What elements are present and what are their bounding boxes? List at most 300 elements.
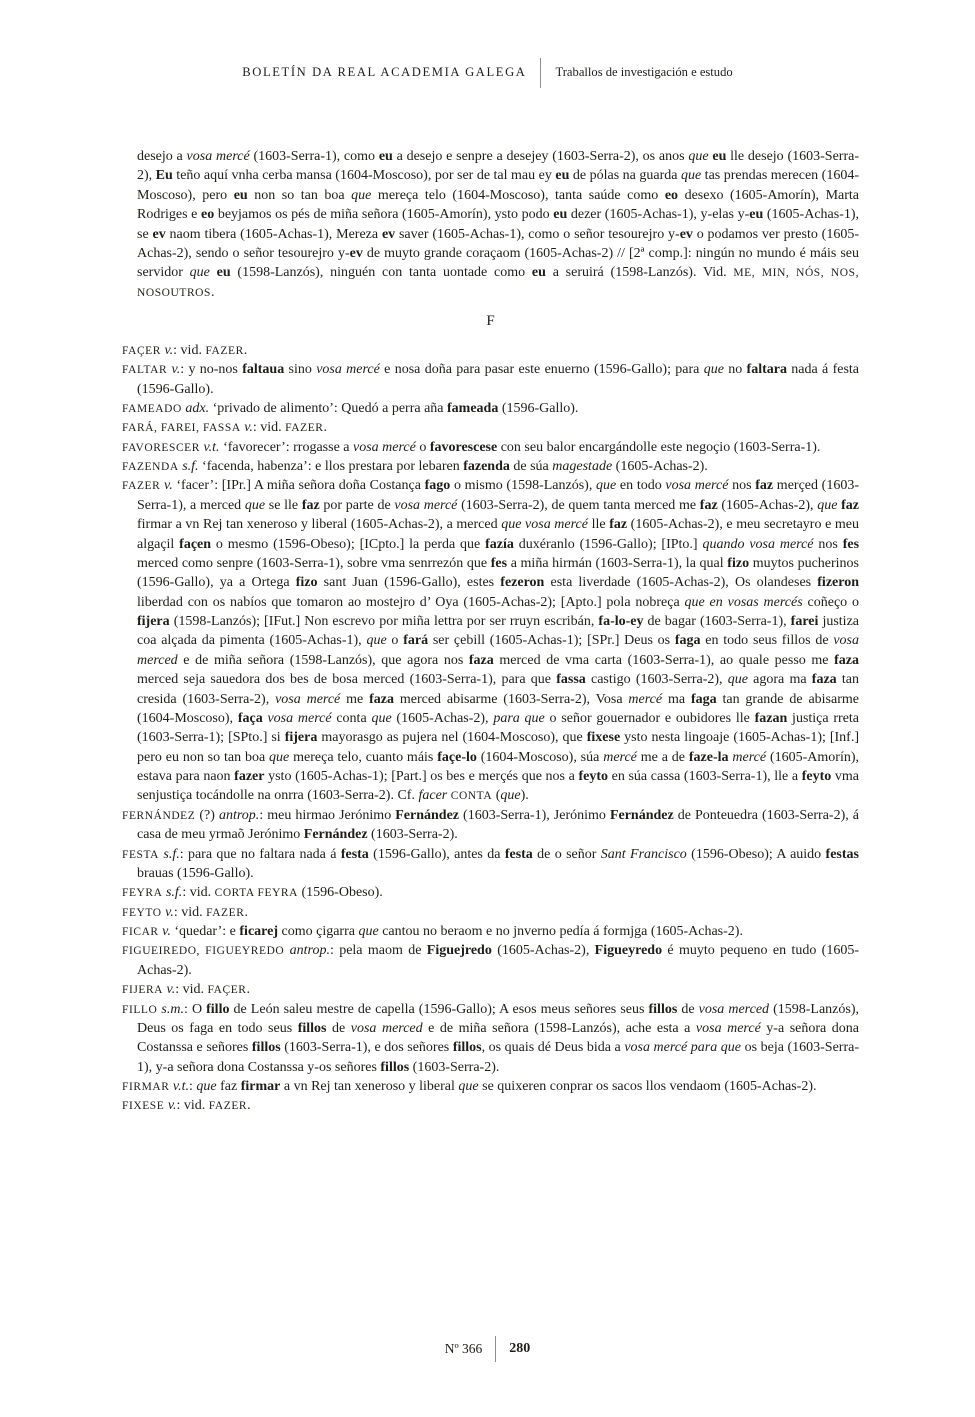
- text-segment: ev: [152, 226, 166, 242]
- page-header: [0, 58, 975, 88]
- text-segment: que: [366, 633, 387, 649]
- text-segment: (1605-Achas-2),: [491, 943, 595, 959]
- text-segment: FALTAR: [122, 364, 168, 377]
- text-segment: (1596-Gallo).: [498, 400, 579, 416]
- text-segment: firmar a vn Rej tan xeneroso y liberal (1605-Achas-2), a merced: [137, 517, 502, 533]
- text-segment: FARÁ, FAREI, FASSA: [122, 422, 241, 435]
- text-segment: ser çebill (1605-Achas-1); [SPr.] Deus os: [428, 633, 675, 649]
- text-segment: faltara: [746, 362, 787, 378]
- text-segment: que: [727, 672, 748, 688]
- text-segment: no: [723, 362, 747, 378]
- text-segment: v.: [160, 342, 174, 358]
- text-segment: : para que no faltara nada á: [179, 846, 341, 862]
- text-segment: v.t.: [169, 1079, 189, 1095]
- journal-title: BOLETÍN DA REAL ACADEMIA GALEGA: [242, 65, 527, 80]
- text-segment: merced abisarme (1603-Serra-2), Vosa: [393, 691, 629, 707]
- text-segment: vosa mercé: [695, 1020, 761, 1036]
- text-segment: FAZER: [205, 344, 244, 357]
- text-segment: vosa mercé: [186, 149, 250, 164]
- text-segment: fa-lo-ey: [598, 614, 644, 630]
- text-segment: justiza coa alçada da pimenta (1605-Achas-1),: [137, 614, 859, 649]
- text-segment: tan cresida (1603-Serra-2),: [137, 672, 860, 707]
- text-segment: ysto nesta lingoaje (1605-Achas-1); [Inf.] pero eu non so tan boa: [137, 730, 860, 765]
- text-segment: que: [189, 265, 210, 281]
- text-segment: se lle: [265, 497, 302, 513]
- text-segment: fillos: [297, 1020, 327, 1036]
- text-segment: FESTA: [122, 848, 160, 861]
- text-segment: (1605-Amorín), estava para naon: [137, 749, 859, 785]
- text-segment: que vosa mercé: [501, 517, 588, 533]
- text-segment: fago: [424, 478, 451, 494]
- text-segment: de: [326, 1020, 351, 1036]
- text-segment: (1603-Serra-2).: [367, 827, 458, 843]
- text-segment: a seruirá (1598-Lanzós). Vid.: [545, 265, 734, 281]
- text-segment: me a de: [636, 749, 689, 765]
- text-segment: FAVORESCER: [122, 441, 200, 454]
- text-segment: façen: [179, 536, 212, 552]
- text-segment: (1603-Serra-2), de quem tanta merced me: [457, 497, 700, 513]
- text-segment: v.: [167, 362, 181, 378]
- text-segment: .: [243, 342, 248, 358]
- text-segment: .: [323, 420, 327, 436]
- text-segment: vosa mercé: [665, 478, 729, 494]
- dictionary-entry: [122, 1077, 859, 1096]
- text-segment: : y no-nos: [180, 362, 243, 378]
- text-segment: (?): [195, 807, 219, 823]
- text-segment: ‘facer’: [IPr.] A miña señora doña Costança: [172, 478, 425, 494]
- text-segment: (1603-Serra-1), e dos señores: [280, 1040, 453, 1056]
- dictionary-entry: [122, 980, 859, 999]
- text-segment: eu: [233, 187, 248, 203]
- text-segment: me: [340, 691, 370, 707]
- text-segment: FAZER: [206, 906, 245, 919]
- text-segment: en todo seus fillos de: [700, 633, 834, 649]
- text-segment: vosa merced: [350, 1020, 423, 1036]
- text-segment: vosa mercé: [394, 497, 458, 513]
- text-segment: fixese: [586, 730, 621, 746]
- section-letter: F: [486, 313, 495, 329]
- text-segment: .: [244, 904, 248, 920]
- text-segment: ).: [520, 788, 529, 804]
- text-segment: FAMEADO: [122, 402, 182, 415]
- text-segment: (1603-Serra-1), como: [249, 149, 379, 164]
- text-segment: castigo (1603-Serra-2),: [585, 672, 728, 688]
- text-segment: agora ma: [747, 672, 812, 688]
- text-segment: vosa mercé: [353, 439, 416, 455]
- text-segment: que: [358, 924, 379, 940]
- text-segment: que: [703, 362, 724, 378]
- text-segment: faz: [301, 497, 320, 513]
- text-segment: CONTA: [450, 790, 493, 803]
- header-section-title: Traballos de investigación e estudo: [555, 65, 733, 80]
- text-segment: vosa merced: [137, 633, 860, 668]
- text-segment: liberdad con os nabíos que tomaron ao mostejro d’ Oya (1605-Achas-2); [Apto.] pola nobreça: [137, 594, 685, 610]
- text-segment: festa: [504, 846, 533, 862]
- text-segment: de o señor: [532, 846, 601, 862]
- text-segment: se quixeren conprar os sacos llos vendaom (1605-Achas-2).: [478, 1079, 817, 1095]
- text-segment: favorescese: [429, 439, 498, 455]
- text-segment: que: [688, 149, 709, 164]
- text-segment: dezer (1605-Achas-1), y-elas y-: [567, 207, 750, 223]
- text-segment: adx.: [181, 400, 210, 416]
- dictionary-entry: [122, 903, 859, 922]
- text-segment: y-a señora dona Costanssa e señores: [137, 1020, 859, 1056]
- text-segment: s.m.: [157, 1001, 184, 1017]
- text-segment: desexo (1605-Amorín), Marta Rodriges e: [137, 187, 859, 223]
- footer-page-number: 280: [509, 1341, 531, 1357]
- text-segment: desejo a: [137, 149, 187, 164]
- text-segment: de Ponteuedra (1603-Serra-2), á casa de meu yrmaõ Jerónimo: [137, 807, 859, 843]
- text-segment: : vid.: [175, 982, 208, 998]
- text-segment: é muyto pequeno en tudo (1605-Achas-2).: [137, 943, 859, 978]
- text-segment: festas: [825, 846, 859, 862]
- text-segment: fijera: [137, 614, 170, 630]
- dictionary-entry: [122, 438, 859, 457]
- text-segment: coñeço o: [802, 594, 859, 610]
- page-footer: [0, 1336, 975, 1362]
- text-segment: ysto (1605-Achas-1); [Part.] os bes e merçés que nos a: [264, 769, 579, 785]
- text-segment: v.: [161, 904, 174, 920]
- text-segment: ME, MIN, NÓS, NOS, NOSOUTROS: [137, 267, 860, 299]
- dictionary-entry: [122, 399, 859, 418]
- text-segment: e de miña señora (1598-Lanzós), que agora nos: [177, 652, 469, 668]
- text-segment: (1605-Achas-2),: [717, 497, 818, 513]
- continuation-paragraph: [122, 147, 859, 302]
- text-segment: FEYRA: [122, 887, 163, 900]
- text-segment: fazer: [234, 769, 265, 785]
- text-segment: eu: [712, 149, 727, 164]
- text-segment: (1605-Achas-2).: [612, 459, 708, 475]
- text-segment: .: [211, 284, 215, 300]
- dictionary-entry: [122, 1000, 859, 1078]
- text-segment: faga: [674, 633, 701, 649]
- text-segment: que: [458, 1079, 479, 1095]
- text-segment: antrop.: [218, 807, 260, 823]
- text-segment: vosa merced: [698, 1001, 770, 1017]
- text-segment: faz: [841, 497, 860, 513]
- text-segment: s.f.: [159, 846, 180, 862]
- text-segment: : meu hirmao Jerónimo: [259, 807, 396, 823]
- dictionary-entry: [122, 457, 859, 476]
- text-segment: farei: [790, 614, 819, 630]
- text-segment: v.: [163, 982, 176, 998]
- text-segment: lle desejo (1603-Serra-2),: [137, 149, 859, 184]
- text-segment: faz: [755, 478, 774, 494]
- text-segment: en súa cassa (1603-Serra-1), lle a: [608, 769, 802, 785]
- text-segment: : vid.: [173, 342, 206, 358]
- text-segment: (1605-Achas-1), se: [137, 207, 860, 242]
- text-segment: fillos: [251, 1040, 281, 1056]
- text-segment: quando vosa mercé: [702, 536, 814, 552]
- text-segment: faz: [609, 517, 628, 533]
- text-segment: merced seja sauedora dos bes de bosa merced (1603-Serra-1), para que: [137, 672, 557, 688]
- text-segment: (1605-Achas-2), e meu secretayro e meu algaçil: [137, 517, 859, 552]
- text-segment: a miña hirmán (1603-Serra-1), la qual: [507, 555, 728, 571]
- text-segment: tan grande de abisarme (1604-Moscoso),: [137, 691, 859, 726]
- text-segment: ma: [662, 691, 691, 707]
- text-segment: FIRMAR: [122, 1081, 170, 1094]
- text-segment: vosa mercé: [624, 1040, 688, 1056]
- text-segment: e nosa doña para pasar este enuerno (1596-Gallo); para: [379, 362, 704, 378]
- text-segment: eu: [749, 207, 764, 223]
- text-segment: mereça telo (1604-Moscoso), tanta saúde como: [371, 187, 665, 203]
- text-segment: eu: [555, 168, 570, 184]
- text-segment: mercé: [628, 691, 663, 707]
- text-segment: o mismo (1598-Lanzós),: [450, 478, 597, 494]
- text-segment: FAZENDA: [122, 461, 179, 474]
- text-segment: s.f.: [162, 885, 183, 901]
- text-segment: : O: [184, 1001, 207, 1017]
- text-segment: FAZER: [122, 480, 161, 493]
- text-segment: que: [680, 168, 702, 184]
- text-segment: que: [371, 710, 392, 726]
- text-segment: v.: [160, 478, 173, 494]
- text-segment: fizo: [727, 555, 750, 571]
- text-segment: que: [269, 749, 290, 765]
- text-segment: feyto: [801, 769, 832, 785]
- text-segment: FAZER: [208, 1100, 248, 1113]
- text-segment: fizeron: [817, 575, 859, 591]
- text-segment: vosa mercé: [316, 362, 380, 378]
- text-segment: FIJERA: [122, 984, 164, 997]
- text-segment: o podamos ver presto (1605-Achas-2), sendo o señor tesourejro y-: [137, 226, 860, 261]
- text-segment: Figueyredo: [594, 943, 663, 959]
- text-segment: fará: [403, 633, 429, 649]
- text-segment: faza: [834, 652, 860, 668]
- text-segment: faza: [811, 672, 837, 688]
- text-segment: : pela maom de: [329, 943, 427, 959]
- text-segment: faz: [216, 1079, 241, 1095]
- text-segment: faza: [468, 652, 494, 668]
- dictionary-entry: [122, 341, 859, 360]
- text-segment: conta: [331, 710, 372, 726]
- text-segment: FEYTO: [122, 906, 162, 919]
- text-segment: (1596-Obeso).: [298, 885, 383, 901]
- text-segment: eu: [216, 265, 231, 281]
- dictionary-entry: [122, 941, 859, 980]
- text-segment: vosa mercé: [275, 691, 341, 707]
- text-segment: que: [244, 497, 266, 513]
- text-segment: : vid.: [173, 904, 207, 920]
- text-segment: (: [492, 788, 501, 804]
- text-segment: a vn Rej tan xeneroso y liberal: [280, 1079, 459, 1095]
- text-segment: sino: [284, 362, 317, 378]
- text-segment: o: [386, 633, 404, 649]
- text-segment: Eu: [155, 168, 173, 184]
- text-segment: [210, 265, 217, 280]
- text-segment: Sant Francisco: [600, 846, 687, 862]
- text-segment: tas prendas merecen (1604-Moscoso), pero: [137, 168, 859, 203]
- text-segment: para que: [493, 710, 545, 726]
- text-segment: FAÇER: [207, 984, 247, 997]
- text-segment: (1596-Obeso); A auido: [686, 846, 826, 862]
- text-segment: brauas (1596-Gallo).: [137, 865, 254, 881]
- text-segment: FAZER: [285, 422, 324, 435]
- text-segment: (1596-Gallo), antes da: [368, 846, 505, 862]
- text-segment: nos: [813, 536, 843, 552]
- header-divider: [540, 58, 541, 88]
- text-segment: FICAR: [122, 926, 159, 939]
- dictionary-entry: [122, 883, 859, 902]
- text-segment: : vid.: [182, 885, 215, 901]
- dictionary-entry: [122, 806, 859, 845]
- text-segment: Fernández: [609, 807, 674, 823]
- text-segment: v.: [158, 924, 171, 940]
- text-segment: eo: [664, 187, 679, 203]
- text-segment: os beja (1603-Serra-1), y-a señora dona Costanssa y-os señores: [137, 1040, 860, 1075]
- text-segment: eu: [378, 149, 393, 164]
- text-segment: ev: [349, 245, 363, 261]
- text-segment: : vid.: [176, 1098, 209, 1114]
- text-segment: de bagar (1603-Serra-1),: [643, 614, 791, 630]
- text-segment: FIGUEIREDO, FIGUEYREDO: [122, 945, 285, 958]
- text-segment: lle: [587, 517, 610, 533]
- text-segment: firmar: [240, 1079, 281, 1095]
- dictionary-entry: [122, 922, 859, 941]
- text-segment: (1603-Serra-1), Jerónimo: [459, 807, 610, 823]
- text-segment: FAÇER: [122, 344, 161, 357]
- text-segment: que: [351, 187, 372, 203]
- text-segment: merçed (1603-Serra-1), a merced: [137, 478, 859, 513]
- text-segment: v.t.: [199, 439, 220, 455]
- text-segment: fizo: [295, 575, 318, 591]
- text-segment: fillos: [380, 1059, 410, 1075]
- text-segment: ev: [381, 226, 396, 242]
- text-segment: fillo: [206, 1001, 230, 1017]
- text-segment: (1598-Lanzós), ninguén con tanta uontade como: [230, 265, 532, 281]
- text-segment: (1598-Lanzós), Deus os faga en todo seus: [137, 1001, 860, 1036]
- text-segment: faza: [369, 691, 394, 707]
- text-segment: fazía: [485, 536, 514, 552]
- text-segment: en todo: [616, 478, 666, 494]
- dictionary-entry: [122, 360, 859, 399]
- text-segment: que: [817, 497, 838, 513]
- text-segment: fes: [490, 555, 508, 571]
- text-segment: por parte de: [319, 497, 395, 513]
- text-segment: FILLO: [122, 1003, 158, 1016]
- text-segment: faz: [699, 497, 718, 513]
- text-segment: ev: [679, 226, 693, 242]
- text-segment: Fernández: [395, 807, 460, 823]
- text-segment: fameada: [447, 400, 499, 416]
- text-segment: ‘quedar’: e: [170, 924, 240, 940]
- text-segment: o señor gouernador e oubidores lle: [544, 710, 755, 726]
- text-segment: facer: [418, 788, 448, 804]
- text-segment: sant Juan (1596-Gallo), estes: [317, 575, 501, 591]
- text-segment: Fernández: [303, 827, 368, 843]
- text-segment: mereça telo, cuanto máis: [289, 749, 438, 765]
- text-segment: CORTA FEYRA: [214, 887, 299, 900]
- text-segment: duxéranlo (1596-Gallo); [IPto.]: [513, 536, 703, 552]
- text-segment: que: [196, 1079, 217, 1095]
- text-segment: fillos: [648, 1001, 678, 1017]
- text-segment: feyto: [578, 769, 609, 785]
- text-segment: mercé: [732, 749, 767, 765]
- text-segment: s.f.: [178, 459, 199, 475]
- text-segment: fassa: [556, 672, 586, 688]
- text-segment: que en vosas mercés: [684, 594, 803, 610]
- text-segment: e de miña señora (1598-Lanzós), ache esta a: [422, 1020, 696, 1036]
- text-segment: festa: [340, 846, 369, 862]
- text-segment: merced de vma carta (1603-Serra-1), ao quale pesso me: [493, 652, 835, 668]
- text-segment: fillos: [452, 1040, 482, 1056]
- text-segment: Figuejredo: [426, 943, 492, 959]
- text-segment: (1604-Moscoso), súa: [476, 749, 604, 765]
- text-segment: saver (1605-Achas-1), como o señor tesourejro y-: [395, 226, 680, 242]
- text-segment: v.: [240, 420, 253, 436]
- text-segment: antrop.: [284, 943, 330, 959]
- text-segment: a desejo e senpre a desejey (1603-Serra-2), os anos: [392, 149, 689, 164]
- text-segment: fezeron: [500, 575, 545, 591]
- text-segment: o mesmo (1596-Obeso); [ICpto.] la perda que: [211, 536, 486, 552]
- text-segment: beyjamos os pés de miña señora (1605-Amorín), ysto podo: [214, 207, 554, 223]
- text-segment: mayorasgo as pujera nel (1604-Moscoso), que: [317, 730, 587, 746]
- text-segment: merced como senpre (1603-Serra-1), sobre vma senrrezón que: [137, 555, 491, 571]
- text-segment: eu: [531, 265, 546, 281]
- text-segment: de pólas na guarda: [569, 168, 681, 184]
- text-segment: fazenda: [463, 459, 510, 475]
- text-segment: faltaua: [242, 362, 285, 378]
- text-segment: de muyto grande coraçaom (1605-Achas-2) // [2ª comp.]: ningún no mundo é máis seu servidor: [137, 245, 859, 281]
- text-segment: con seu balor encargándolle este negoçio (1603-Serra-1).: [497, 439, 821, 455]
- entries-list: [122, 341, 859, 1116]
- text-segment: façe-lo: [437, 749, 477, 765]
- text-segment: (1598-Lanzós); [IFut.] Non escrevo por miña lettra por ser rruyn escribán,: [169, 614, 599, 630]
- text-segment: como çigarra: [278, 924, 359, 940]
- text-segment: eu: [553, 207, 568, 223]
- text-segment: .: [247, 1098, 251, 1114]
- footer-issue-number: Nº 366: [444, 1340, 483, 1356]
- text-segment: mercé: [603, 749, 637, 765]
- dictionary-entry: [122, 845, 859, 884]
- text-segment: de: [677, 1001, 699, 1017]
- text-segment: esta liverdade (1605-Achas-2), Os olandeses: [544, 575, 818, 591]
- page-content: [122, 147, 859, 1116]
- text-segment: nada á festa (1596-Gallo).: [137, 362, 860, 397]
- text-segment: muytos pucherinos (1596-Gallo), ya a Ortega: [137, 555, 860, 591]
- text-segment: ficarej: [239, 924, 278, 940]
- text-segment: :: [189, 1079, 197, 1095]
- text-segment: ‘favorecer’: rrogasse a: [219, 439, 353, 455]
- text-segment: teño aquí vnha cerba mansa (1604-Moscoso), por ser de tal mau ey: [172, 168, 556, 184]
- dictionary-entry: [122, 418, 859, 437]
- text-segment: naom tibera (1605-Achas-1), Mereza: [165, 226, 382, 242]
- footer-divider: [495, 1336, 496, 1362]
- text-segment: nos: [728, 478, 756, 494]
- dictionary-entry: [122, 1096, 859, 1115]
- text-segment: fes: [842, 536, 860, 552]
- text-segment: ‘facenda, habenza’: e llos prestara por lebaren: [198, 459, 464, 475]
- text-segment: vma senjustiça tocándolle na onrra (1603-Serra-2). Cf.: [137, 769, 859, 804]
- text-segment: o: [415, 439, 430, 455]
- text-segment: vosa mercé: [267, 710, 332, 726]
- text-segment: cantou no beraom e no jnverno pedía á formjga (1605-Achas-2).: [378, 924, 743, 940]
- text-segment: para que: [690, 1040, 742, 1056]
- text-segment: faze-la: [688, 749, 729, 765]
- text-segment: de súa: [509, 459, 553, 475]
- text-segment: fijera: [284, 730, 318, 746]
- text-segment: v.: [164, 1098, 177, 1114]
- text-segment: faça: [237, 710, 263, 726]
- text-segment: fazan: [754, 710, 788, 726]
- dictionary-entry: [122, 476, 859, 805]
- text-segment: .: [246, 982, 250, 998]
- text-segment: , os quais dé Deus bida a: [481, 1040, 625, 1056]
- text-segment: ‘privado de alimento’: Quedó a perra aña: [209, 400, 448, 416]
- text-segment: non so tan boa: [247, 187, 352, 203]
- text-segment: justiça rreta (1603-Serra-1); [SPto.] si: [137, 710, 860, 746]
- text-segment: (1605-Achas-2),: [391, 710, 494, 726]
